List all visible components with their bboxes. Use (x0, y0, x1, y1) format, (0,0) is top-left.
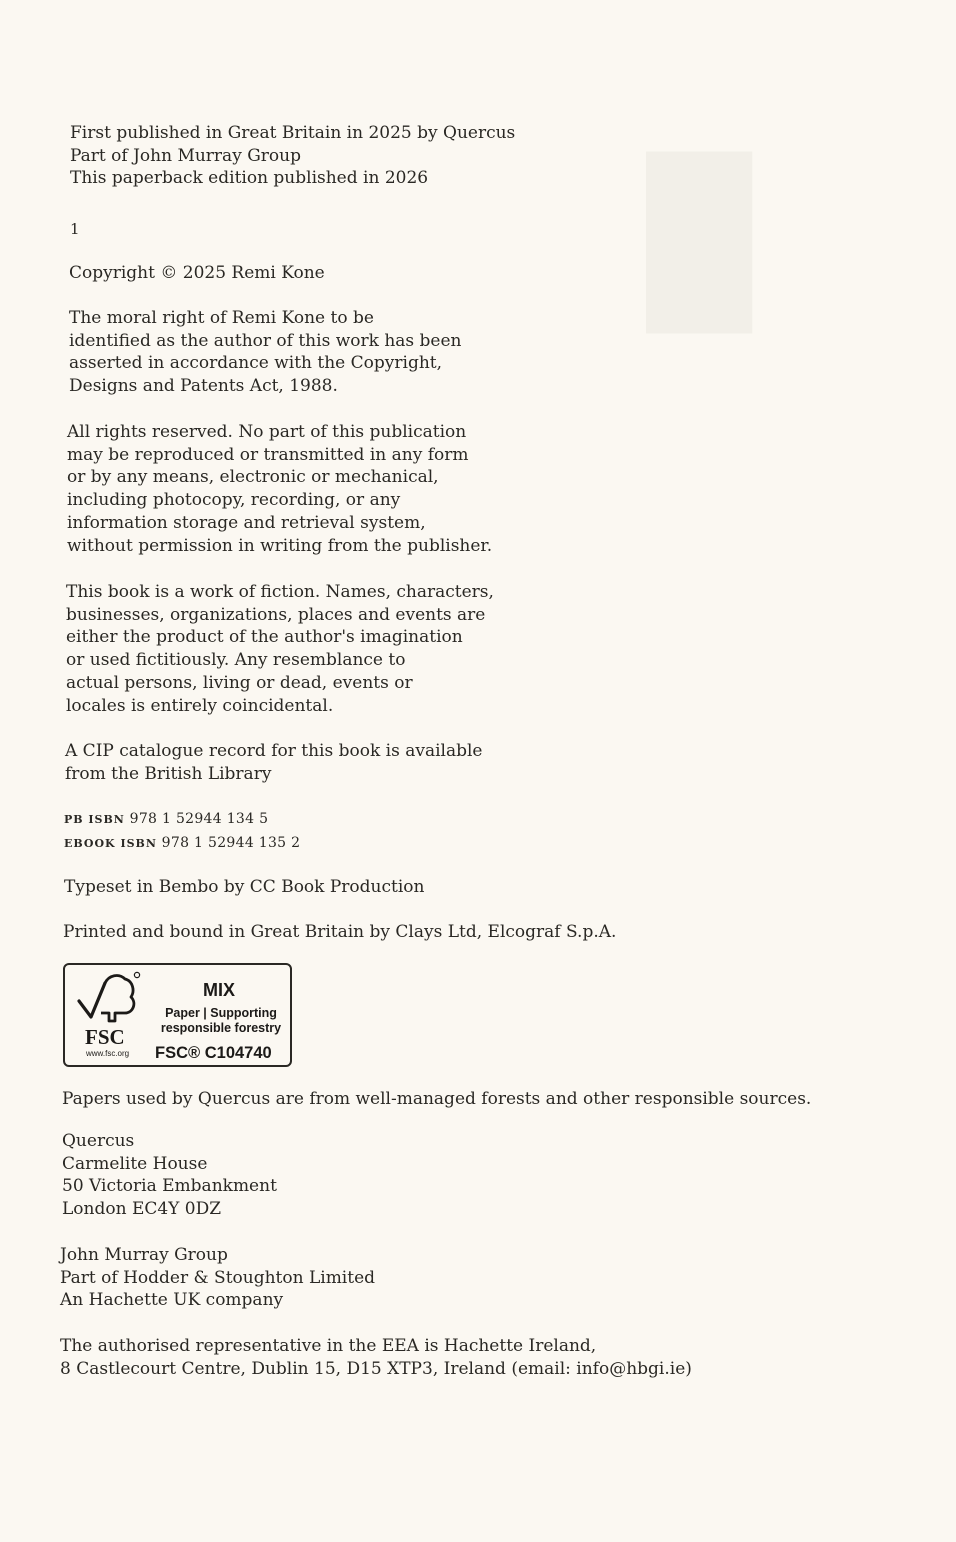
papers-line: Papers used by Quercus are from well-managed forests and other responsible sources. (62, 1089, 812, 1109)
isbn-value: 978 1 52944 134 5 (129, 811, 269, 827)
rights-line: or by any means, electronic or mechanical, (67, 467, 439, 488)
fsc-brand: FSC (85, 1025, 125, 1049)
rights-line: without permission in writing from the publisher. (67, 535, 493, 556)
fsc-mix-label: MIX (203, 980, 236, 1000)
rights-line: may be reproduced or transmitted in any form (67, 444, 469, 465)
show-through-decoration: █ (640, 152, 753, 320)
fsc-url: www.fsc.org (86, 1049, 130, 1058)
cip-block (65, 740, 482, 785)
fiction-line: either the product of the author's imagination (66, 627, 463, 648)
isbn-pb (64, 808, 300, 832)
paperback-line: This paperback edition published in 2026 (70, 168, 429, 189)
isbn-value: 978 1 52944 135 2 (161, 834, 301, 851)
fsc-tree-checkmark-icon (75, 971, 141, 1027)
eea-representative-block (60, 1335, 692, 1380)
print-line: 1 (70, 220, 80, 238)
rights-reserved-block (67, 421, 492, 557)
isbn-label: EBOOK ISBN (64, 836, 157, 850)
group-line: Part of Hodder & Stoughton Limited (60, 1267, 376, 1288)
fiction-line: businesses, organizations, places and events are (66, 604, 486, 625)
rights-line: All rights reserved. No part of this publication (67, 422, 467, 442)
quercus-address-block (62, 1130, 277, 1221)
moral-right-block (69, 307, 461, 398)
isbn-block (64, 808, 300, 855)
address-line: 50 Victoria Embankment (62, 1176, 277, 1197)
address-line: London EC4Y 0DZ (62, 1199, 222, 1220)
isbn-ebook (64, 832, 300, 856)
moral-right-line: Designs and Patents Act, 1988. (69, 376, 338, 397)
copyright-line: Copyright © 2025 Remi Kone (69, 263, 325, 283)
eea-line: 8 Castlecourt Centre, Dublin 15, D15 XTP3, Ireland (email: info@hbgi.ie) (60, 1358, 692, 1379)
moral-right-line: asserted in accordance with the Copyright, (69, 353, 443, 374)
first-published-line: First published in Great Britain in 2025 by Quercus (70, 123, 516, 143)
group-line: John Murray Group (60, 1245, 228, 1265)
cip-line: A CIP catalogue record for this book is available (65, 741, 483, 761)
rights-line: information storage and retrieval system, (67, 512, 426, 533)
fiction-line: actual persons, living or dead, events or (66, 672, 413, 693)
cip-line: from the British Library (65, 763, 272, 784)
fsc-category: Paper | Supporting responsible forestry (160, 1006, 282, 1035)
fsc-license-code: FSC® C104740 (155, 1044, 272, 1062)
moral-right-line: The moral right of Remi Kone to be (69, 308, 374, 328)
moral-right-line: identified as the author of this work has been (69, 330, 462, 351)
address-line: Quercus (62, 1131, 135, 1151)
group-line: An Hachette UK company (60, 1290, 284, 1311)
isbn-label: PB ISBN (64, 813, 125, 826)
fiction-line: This book is a work of fiction. Names, characters, (66, 582, 494, 602)
address-line: Carmelite House (62, 1153, 208, 1174)
group-info-block (60, 1244, 375, 1312)
group-line: Part of John Murray Group (70, 145, 301, 166)
fsc-logo-box (63, 963, 292, 1067)
typeset-line: Typeset in Bembo by CC Book Production (64, 877, 425, 897)
rights-line: including photocopy, recording, or any (67, 490, 401, 511)
fiction-line: locales is entirely coincidental. (66, 695, 334, 716)
fiction-notice-block (66, 581, 494, 717)
eea-line: The authorised representative in the EEA is Hachette Ireland, (60, 1336, 597, 1356)
printed-line: Printed and bound in Great Britain by Clays Ltd, Elcograf S.p.A. (63, 922, 617, 942)
fiction-line: or used fictitiously. Any resemblance to (66, 650, 406, 671)
first-published-block (70, 122, 515, 190)
